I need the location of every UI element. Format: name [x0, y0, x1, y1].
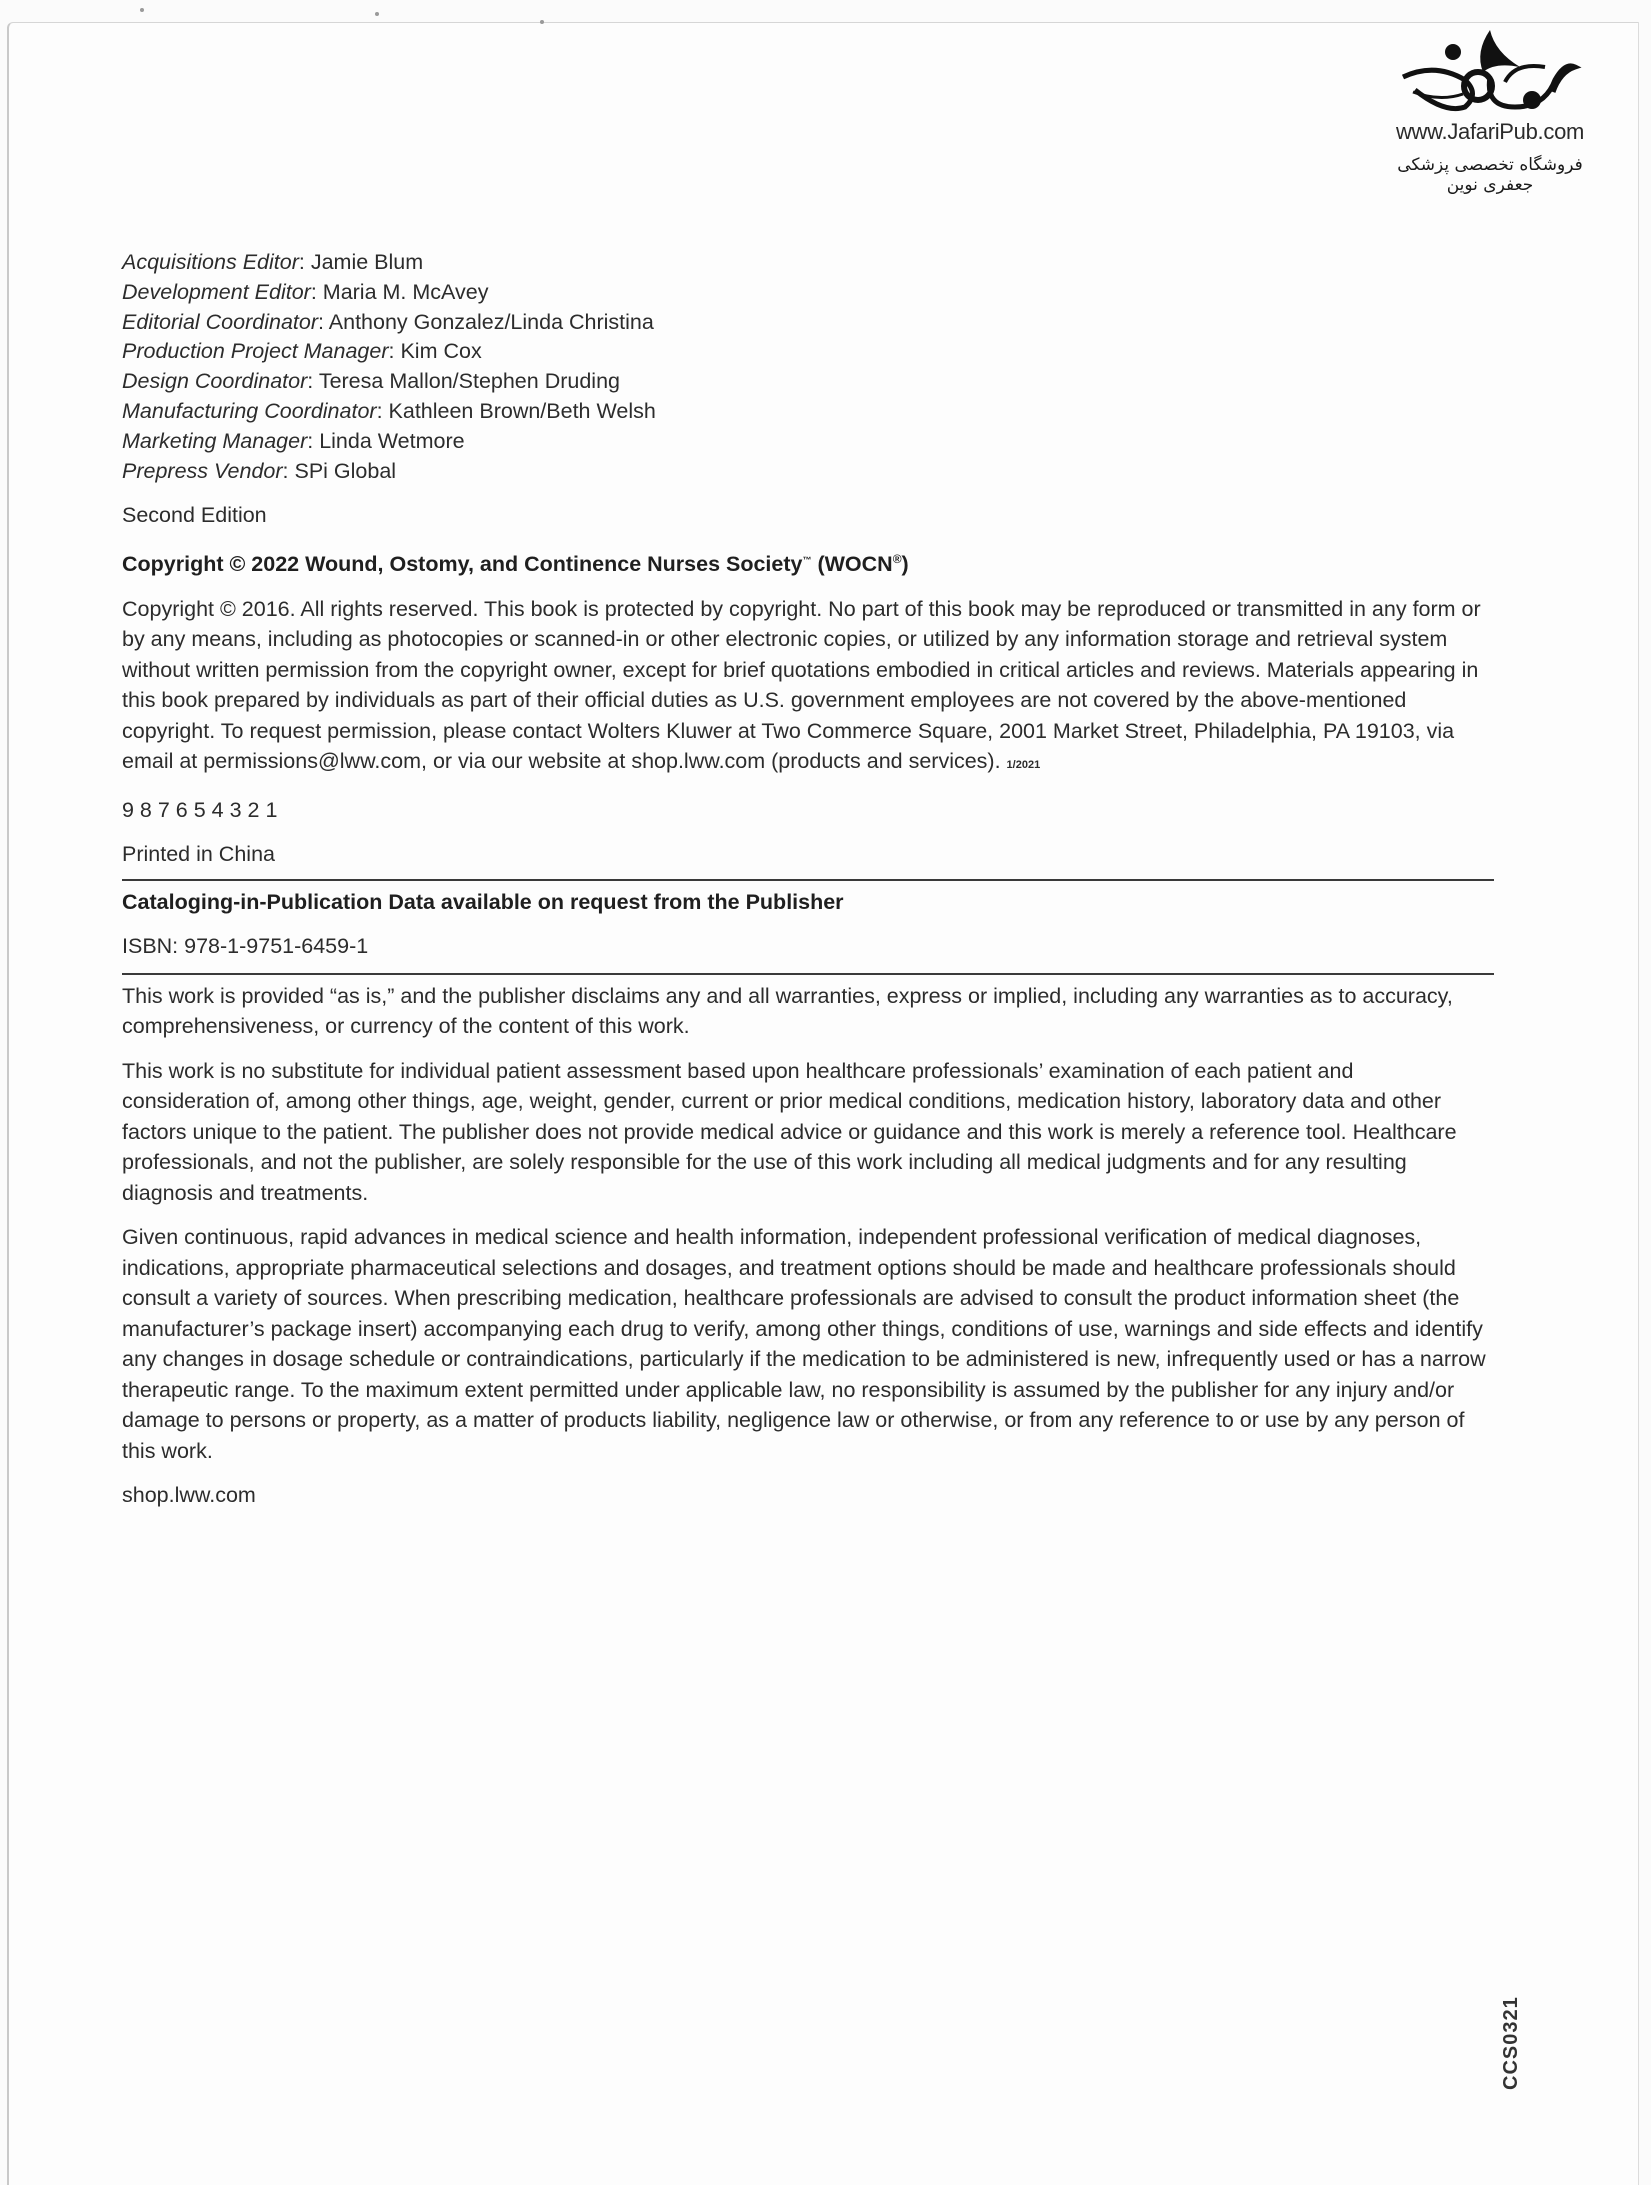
watermark-logo	[1370, 22, 1610, 195]
society-abbr-close: )	[901, 552, 909, 577]
jafaripub-calligraphy-logo-icon	[1395, 22, 1585, 117]
website-link[interactable]: shop.lww.com	[122, 1483, 256, 1508]
registered-symbol: ®	[892, 552, 902, 567]
disclaimer-patient-assessment: This work is no substitute for individual patient assessment based upon healthcare professionals’ examination of each patient and consideration of, among other things, age, weight, gender, current or prior medical conditions, medication history, laboratory data and other factors unique to the patient. The publisher does not provide medical advice or guidance and this work is merely a reference tool. Healthcare professionals, and not the publisher, are solely responsible for the use of this work including all medical judgments and for any resulting diagnosis and treatments.	[122, 1058, 1457, 1205]
credit-role: Prepress Vendor	[122, 458, 283, 483]
credit-line: Marketing Manager: Linda Wetmore	[122, 428, 465, 453]
credit-role: Production Project Manager	[122, 339, 389, 364]
credit-line: Editorial Coordinator: Anthony Gonzalez/Linda Christina	[122, 309, 654, 334]
scan-speck	[375, 12, 379, 16]
credit-line: Prepress Vendor: SPi Global	[122, 458, 397, 483]
edition: Second Edition	[122, 503, 267, 528]
printed-in: Printed in China	[122, 841, 275, 866]
isbn: ISBN: 978-1-9751-6459-1	[122, 933, 369, 958]
print-line: 9 8 7 6 5 4 3 2 1	[122, 797, 278, 822]
watermark-url: www.JafariPub.com	[1395, 119, 1585, 144]
watermark-tagline: فروشگاه تخصصی پزشکی جعفری نوین	[1397, 155, 1583, 195]
side-code: CCS0321	[1500, 1996, 1522, 2090]
date-code: 1/2021	[1006, 759, 1041, 772]
credit-role: Manufacturing Coordinator	[122, 398, 377, 423]
credit-name: Linda Wetmore	[319, 428, 465, 453]
scan-speck	[140, 8, 144, 12]
bleed-through-text	[300, 130, 1300, 170]
credit-role: Marketing Manager	[122, 428, 308, 453]
credit-name: Maria M. McAvey	[322, 279, 489, 304]
credit-name: Jamie Blum	[310, 250, 424, 274]
copyright-notice	[122, 594, 1487, 781]
trademark-symbol: ™	[802, 555, 812, 566]
credit-name: Kim Cox	[400, 339, 482, 364]
credit-line: Manufacturing Coordinator: Kathleen Brown/Beth Welsh	[122, 398, 656, 423]
disclaimer-warranty: This work is provided “as is,” and the publisher disclaims any and all warranties, express or implied, including any warranties as to accuracy, comprehensiveness, or currency of the content of this work.	[122, 983, 1453, 1039]
copyright-page-content	[122, 248, 1492, 1510]
scan-speck	[540, 20, 544, 24]
divider	[122, 879, 1494, 881]
credit-line: Design Coordinator: Teresa Mallon/Stephen Druding	[122, 369, 620, 394]
cip-notice: Cataloging-in-Publication Data available on request from the Publisher	[122, 889, 844, 914]
credit-line: Development Editor: Maria M. McAvey	[122, 279, 489, 304]
credit-role: Editorial Coordinator	[122, 309, 318, 334]
copyright-holder: Copyright © 2022 Wound, Ostomy, and Continence Nurses Society	[122, 552, 803, 577]
credit-role: Design Coordinator	[122, 369, 308, 394]
disclaimer-medication: Given continuous, rapid advances in medical science and health information, independent professional verification of medical diagnoses, indications, appropriate pharmaceutical selections and dosages, and treatment options should be made and healthcare professionals should consult a variety of sources. When prescribing medication, healthcare professionals are advised to consult the product information sheet (the manufacturer’s package insert) accompanying each drug to verify, among other things, conditions of use, warnings and side effects and identify any changes in dosage schedule or contraindications, particularly if the medication to be administered is new, infrequently used or has a narrow therapeutic range. To the maximum extent permitted under applicable law, no responsibility is assumed by the publisher for any injury and/or damage to persons or property, as a matter of products liability, negligence law or otherwise, or from any reference to or use by any person of this work.	[122, 1225, 1486, 1463]
credit-name: Anthony Gonzalez/Linda Christina	[328, 309, 654, 334]
credit-line: Production Project Manager: Kim Cox	[122, 339, 482, 364]
copyright-text: Copyright © 2016. All rights reserved. This book is protected by copyright. No part of this book may be reproduced or transmitted in any form or by any means, including as photocopies or scanned-in or other electronic copies, or utilized by any information storage and retrieval system without written permission from the copyright owner, except for brief quotations embodied in critical articles and reviews. Materials appearing in this book prepared by individuals as part of their official duties as U.S. government employees are not covered by the above-mentioned copyright. To request permission, please contact Wolters Kluwer at Two Commerce Square, 2001 Market Street, Philadelphia, PA 19103, via email at permissions@lww.com, or via our website at shop.lww.com (products and services).	[122, 596, 1481, 774]
credit-name: Teresa Mallon/Stephen Druding	[318, 369, 620, 394]
credit-role: Development Editor	[122, 279, 311, 304]
credit-role: Acquisitions Editor	[122, 250, 299, 274]
divider	[122, 973, 1494, 975]
credit-name: SPi Global	[294, 458, 397, 483]
credit-name: Kathleen Brown/Beth Welsh	[388, 398, 656, 423]
credit-line: Acquisitions Editor: Jamie Blum	[122, 250, 424, 274]
credits-list	[122, 248, 1492, 486]
society-abbr: (WOCN	[811, 552, 893, 577]
copyright-heading	[122, 544, 1492, 579]
